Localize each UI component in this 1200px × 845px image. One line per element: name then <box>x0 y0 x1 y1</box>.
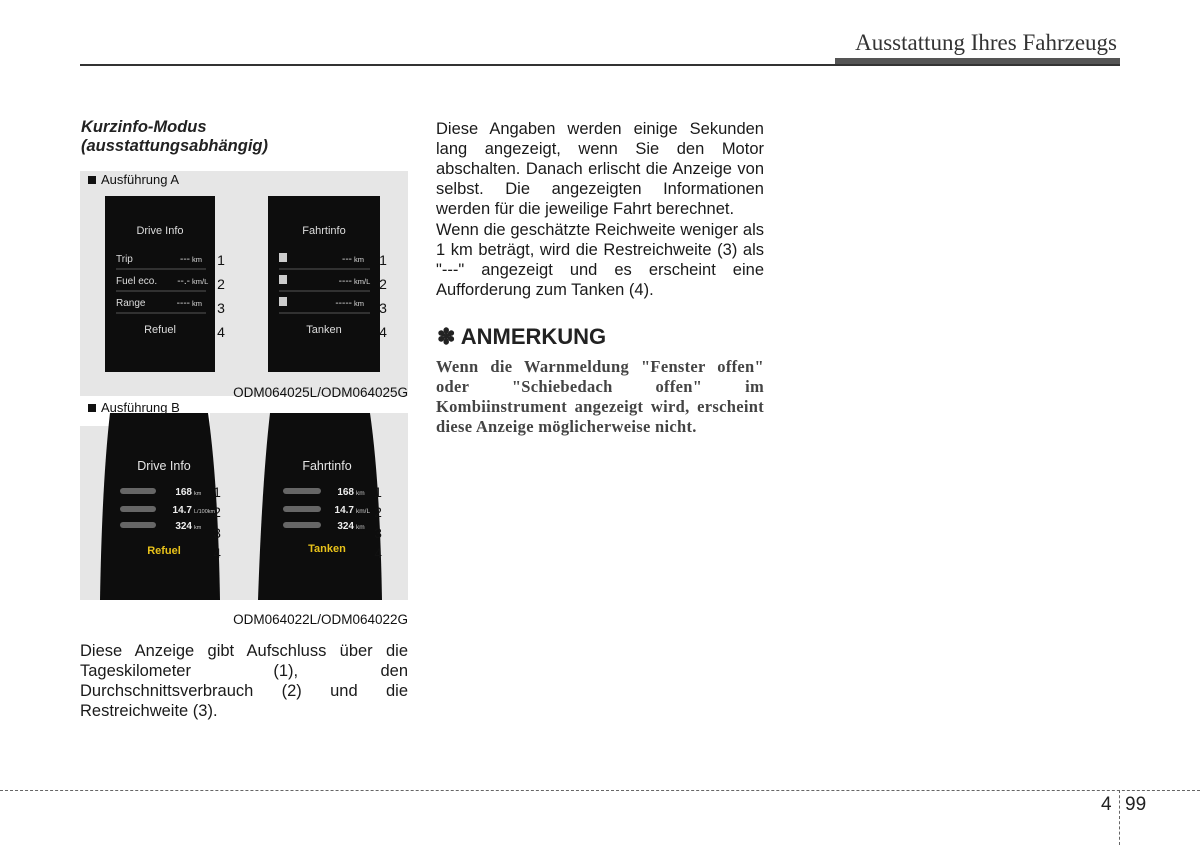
car-icon <box>120 522 156 528</box>
callout-number: 4 <box>374 545 382 561</box>
footer-dashed-rule <box>0 790 1200 791</box>
screen-action: Refuel <box>147 545 181 557</box>
page-chapter: 4 <box>1101 794 1112 815</box>
car-icon <box>283 522 321 528</box>
row-value: --.- <box>177 276 190 287</box>
screen-title: Drive Info <box>137 459 191 473</box>
car-icon <box>120 506 156 512</box>
row-value: 14.7 <box>334 505 354 516</box>
screen-action: Refuel <box>144 324 176 336</box>
row-unit: km <box>356 524 365 531</box>
row-value: --- <box>180 254 190 265</box>
row-unit: km/L <box>354 277 371 286</box>
figure-b-caption: ODM064022L/ODM064022G <box>233 612 408 627</box>
row-unit: L/100km <box>194 509 216 515</box>
figure-a <box>80 171 408 396</box>
screen-b-left <box>100 413 220 600</box>
callout-number: 2 <box>374 504 382 520</box>
row-value: 168 <box>337 487 354 498</box>
row-unit: km <box>354 255 364 264</box>
screen-b-right <box>258 413 382 600</box>
figure-a-caption: ODM064025L/ODM064025G <box>233 385 408 400</box>
row-value: ----- <box>335 298 352 309</box>
figure-a-illustration <box>80 186 408 396</box>
fuel-icon <box>279 253 287 262</box>
screen-action: Tanken <box>308 543 346 555</box>
figure-b <box>80 400 408 600</box>
screen-title: Drive Info <box>136 225 184 237</box>
fuel-icon <box>279 297 287 306</box>
section-title-line1: Kurzinfo-Modus <box>81 118 207 136</box>
car-icon <box>120 488 156 494</box>
callout-number: 4 <box>217 324 225 340</box>
callout-number: 1 <box>379 252 387 268</box>
callout-number: 3 <box>379 300 387 316</box>
row-unit: km <box>194 525 202 531</box>
callout-number: 4 <box>213 545 221 561</box>
callout-number: 2 <box>217 276 225 292</box>
row-unit: km/L <box>192 277 209 286</box>
callout-number: 3 <box>374 525 382 541</box>
square-bullet-icon <box>88 404 96 412</box>
footer-dashed-divider <box>1119 790 1120 845</box>
screen-title: Fahrtinfo <box>302 225 346 237</box>
figure-b-illustration <box>80 413 408 600</box>
row-label: Trip <box>116 254 133 265</box>
row-unit: km <box>354 299 364 308</box>
row-unit: km <box>192 299 202 308</box>
page-number: 99 <box>1125 794 1147 815</box>
callout-number: 1 <box>374 484 382 500</box>
figure-a-label: Ausführung A <box>88 172 179 187</box>
callout-number: 4 <box>379 324 387 340</box>
section-title-line2: (ausstattungsabhängig) <box>81 137 269 155</box>
callout-number: 1 <box>213 484 221 500</box>
car-icon <box>283 488 321 494</box>
row-label: Range <box>116 298 146 309</box>
row-value: ---- <box>176 298 190 309</box>
callout-number: 2 <box>213 504 221 520</box>
callout-number: 2 <box>379 276 387 292</box>
left-paragraph: Diese Anzeige gibt Aufschluss über die Tageskilometer (1), den Durchschnittsverbrauch (2) und die Restreichweite (3). <box>80 642 408 720</box>
row-value: 324 <box>337 521 354 532</box>
row-value: 168 <box>175 487 192 498</box>
row-value: ---- <box>338 276 352 287</box>
car-icon <box>283 506 321 512</box>
callout-number: 3 <box>217 300 225 316</box>
right-paragraph-1: Diese Angaben werden einige Sekunden lang angezeigt, wenn Sie den Motor abschalten. Danach erlischt die Anzeige von selbst. Die angezeigten Informationen werden für die jeweilige Fahrt berechnet. <box>436 120 764 218</box>
section-title <box>81 118 411 156</box>
square-bullet-icon <box>88 176 96 184</box>
note-text: Wenn die Warnmeldung "Fenster offen" oder "Schiebedach offen" im Kombiinstrument angezeigt wird, erscheint diese Anzeige möglicherweise nicht. <box>436 357 764 436</box>
figure-b-label: Ausführung B <box>88 400 180 415</box>
fuel-icon <box>279 275 287 284</box>
right-paragraph-2: Wenn die geschätzte Reichweite weniger als 1 km beträgt, wird die Restreichweite (3) als "---" angezeigt und es erscheint eine Aufforderung zum Tanken (4). <box>436 221 764 299</box>
row-label: Fuel eco. <box>116 276 158 287</box>
note-title: ✽ ANMERKUNG <box>437 324 607 349</box>
screen-title: Fahrtinfo <box>302 459 352 473</box>
row-unit: km/L <box>356 508 371 515</box>
callout-number: 1 <box>217 252 225 268</box>
row-value: 324 <box>175 521 192 532</box>
row-unit: km <box>356 490 365 497</box>
row-unit: km <box>194 491 202 497</box>
screen-action: Tanken <box>306 324 342 336</box>
header-title: Ausstattung Ihres Fahrzeugs <box>855 30 1117 55</box>
row-value: 14.7 <box>172 505 192 516</box>
row-value: --- <box>342 254 352 265</box>
callout-number: 3 <box>213 525 221 541</box>
row-unit: km <box>192 255 202 264</box>
header-rule <box>80 64 1120 66</box>
